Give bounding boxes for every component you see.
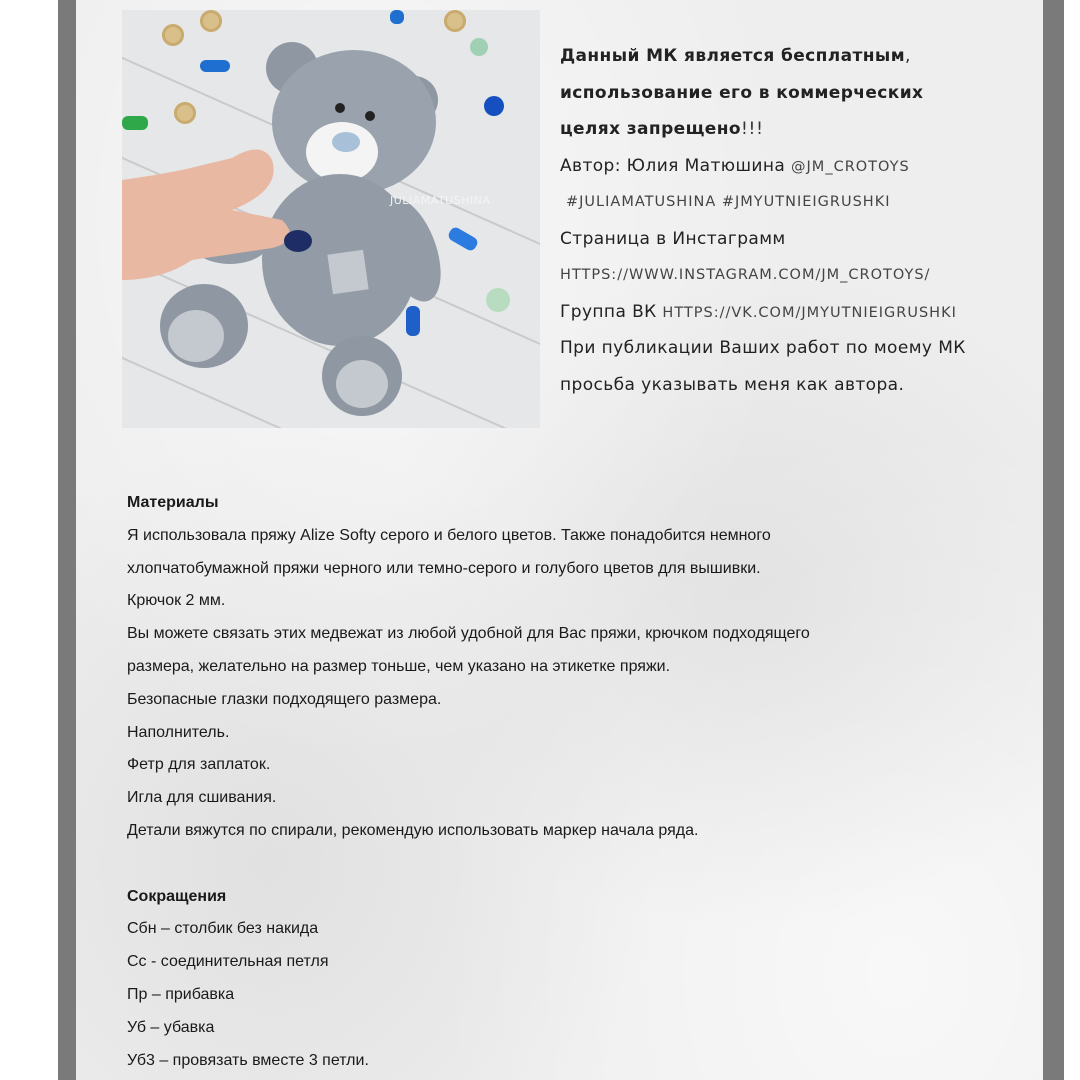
abbreviation-item: Сбн – столбик без накида [127, 920, 319, 938]
abbreviations-heading: Сокращения [127, 887, 227, 905]
bear-photo [122, 10, 540, 428]
materials-line: Безопасные глазки подходящего размера. [127, 690, 442, 708]
abbreviation-item: Пр – прибавка [127, 985, 235, 1003]
author-handle: @JM_CROTOYS [791, 158, 910, 175]
materials-line: хлопчатобумажной пряжи черного или темно-серого и голубого цветов для вышивки. [127, 559, 761, 577]
vk-link[interactable]: HTTPS://VK.COM/JMYUTNIEIGRUSHKI [662, 304, 957, 321]
abbreviation-item: Уб3 – провязать вместе 3 петли. [127, 1051, 369, 1069]
vk-label: Группа ВК [560, 301, 657, 322]
abbreviation-item: Уб – убавка [127, 1018, 215, 1036]
bear-patch [327, 250, 368, 295]
abbreviation-item: Сс - соединительная петля [127, 953, 329, 971]
punctuation: , [904, 46, 912, 66]
intro-line [560, 111, 1030, 148]
exclamation: !!! [740, 119, 764, 139]
author-label: Автор: Юлия Матюшина [560, 155, 786, 176]
materials-line: Я использовала пряжу Alize Softy серого и белого цветов. Также понадобится немного [127, 526, 771, 544]
publication-note-cont: просьба указывать меня как автора. [560, 374, 905, 395]
section-spacer [127, 848, 1007, 881]
bear-illustration [122, 10, 540, 428]
materials-line: Наполнитель. [127, 723, 230, 741]
bear-foot-pad [336, 360, 388, 408]
intro-block [560, 38, 1030, 403]
materials-line: размера, желательно на размер тоньше, чем указано на этикетке пряжи. [127, 657, 671, 675]
fingernail [284, 230, 312, 252]
bear-nose [332, 132, 360, 152]
materials-heading: Материалы [127, 494, 219, 511]
bear-foot-pad [168, 310, 224, 362]
author-line [560, 148, 1030, 185]
instagram-label: Страница в Инстаграмм [560, 228, 786, 249]
document-page [76, 0, 1043, 1080]
materials-line: Фетр для заплаток. [127, 756, 271, 774]
document-frame [58, 0, 1064, 1080]
materials-line: Детали вяжутся по спирали, рекомендую использовать маркер начала ряда. [127, 821, 699, 839]
instagram-link[interactable]: HTTPS://WWW.INSTAGRAM.COM/JM_CROTOYS/ [560, 267, 931, 283]
bear-snout [306, 122, 378, 182]
materials-line: Вы можете связать этих медвежат из любой удобной для Вас пряжи, крючком подходящего [127, 625, 810, 643]
commercial-notice: использование его в коммерческих [560, 82, 924, 103]
bear-eye [365, 111, 375, 121]
photo-watermark: JULIAMATUSHINA [390, 194, 491, 207]
free-notice: Данный МК является бесплатным [560, 46, 905, 66]
materials-line: Крючок 2 мм. [127, 592, 226, 610]
intro-line [560, 38, 1030, 75]
hashtags: #JULIAMATUSHINA #JMYUTNIEIGRUSHKI [566, 194, 891, 210]
forbidden-notice: целях запрещено [560, 119, 741, 139]
vk-line [560, 294, 1030, 331]
materials-line: Игла для сшивания. [127, 789, 277, 807]
pattern-text [127, 487, 1007, 1077]
publication-note: При публикации Ваших работ по моему МК [560, 338, 966, 358]
bear-eye [335, 103, 345, 113]
